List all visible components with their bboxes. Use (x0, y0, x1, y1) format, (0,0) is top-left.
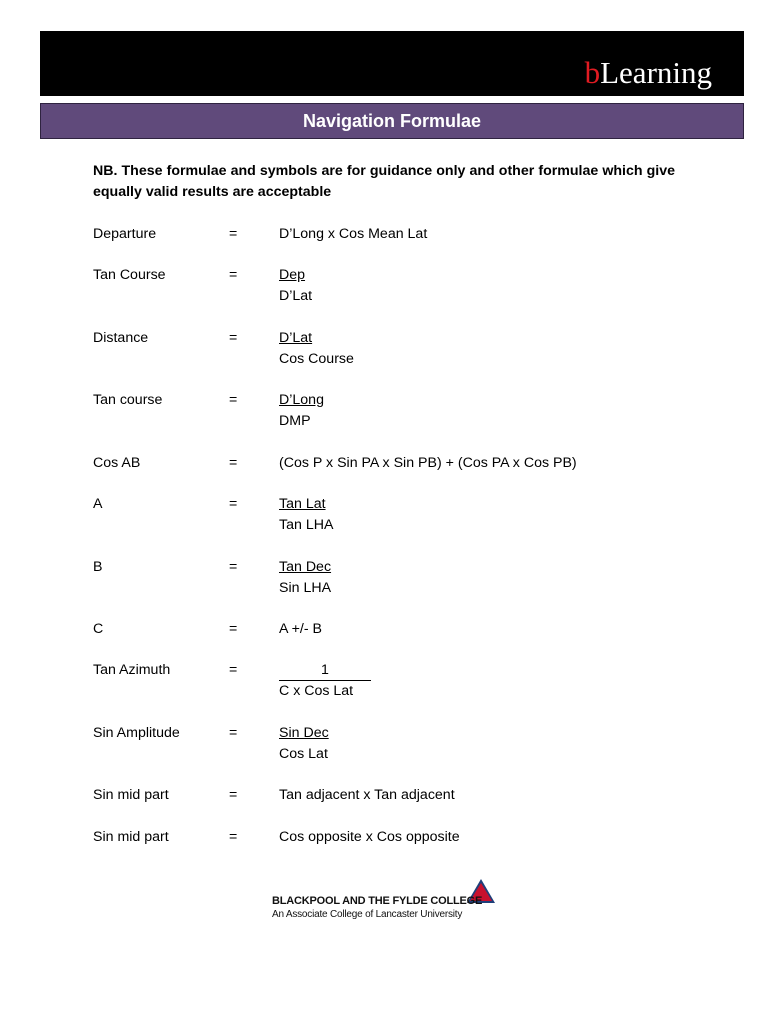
college-affiliation: An Associate College of Lancaster University (272, 909, 463, 920)
formula-label: A (93, 496, 103, 512)
equals-sign: = (229, 226, 238, 242)
formula-numerator: D’Lat (279, 330, 313, 346)
equals-sign: = (229, 621, 238, 637)
formula-numerator: D’Long (279, 392, 324, 408)
formula-numerator: Tan Lat (279, 496, 326, 512)
header-bar (40, 31, 744, 96)
equals-sign: = (229, 559, 238, 575)
equals-sign: = (229, 455, 238, 471)
formula-numerator: Dep (279, 267, 306, 283)
formula-label: B (93, 559, 103, 575)
formula-expression: A +/- B (279, 621, 322, 637)
formula-label: Distance (93, 330, 149, 346)
equals-sign: = (229, 829, 238, 845)
brand-logo (585, 55, 712, 91)
equals-sign: = (229, 496, 238, 512)
formula-label: Sin mid part (93, 787, 169, 803)
college-name: BLACKPOOL AND THE FYLDE COLLEGE (272, 895, 483, 907)
equals-sign: = (229, 725, 238, 741)
formula-label: Tan course (93, 392, 163, 408)
formula-numerator: Tan Dec (279, 559, 332, 575)
formula-label: Tan Course (93, 267, 166, 283)
equals-sign: = (229, 330, 238, 346)
brand-prefix: b (584, 55, 601, 90)
formula-denominator: Cos Lat (279, 746, 328, 762)
formula-label: Sin Amplitude (93, 725, 180, 741)
formula-denominator: DMP (279, 413, 311, 429)
equals-sign: = (229, 787, 238, 803)
formula-denominator: D’Lat (279, 288, 313, 304)
formula-expression: Tan adjacent x Tan adjacent (279, 787, 455, 803)
formula-expression: D’Long x Cos Mean Lat (279, 226, 428, 242)
formula-denominator: Cos Course (279, 351, 354, 367)
formula-denominator: Tan LHA (279, 517, 334, 533)
college-footer (272, 878, 502, 928)
guidance-note: NB. These formulae and symbols are for guidance only and other formulae which give equally valid results are acceptable (93, 163, 675, 200)
formula-numerator: Sin Dec (279, 725, 329, 741)
equals-sign: = (229, 662, 238, 678)
formula-numerator: 1 (279, 660, 371, 681)
formula-label: Tan Azimuth (93, 662, 171, 678)
equals-sign: = (229, 267, 238, 283)
formula-denominator: Sin LHA (279, 580, 332, 596)
formula-expression: (Cos P x Sin PA x Sin PB) + (Cos PA x Cos PB) (279, 455, 577, 471)
formula-expression: Cos opposite x Cos opposite (279, 829, 460, 845)
equals-sign: = (229, 392, 238, 408)
formula-label: Departure (93, 226, 157, 242)
formula-label: C (93, 621, 104, 637)
formula-label: Sin mid part (93, 829, 169, 845)
page-title: Navigation Formulae (40, 103, 744, 139)
brand-name: Learning (600, 55, 712, 90)
formula-label: Cos AB (93, 455, 141, 471)
formula-denominator: C x Cos Lat (279, 683, 354, 699)
